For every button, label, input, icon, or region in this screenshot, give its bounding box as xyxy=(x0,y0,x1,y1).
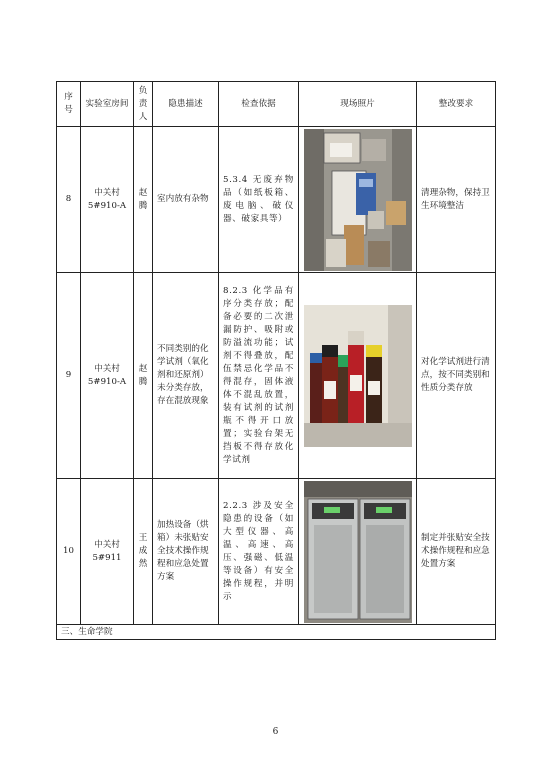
header-req: 整改要求 xyxy=(417,82,496,127)
row-person: 王成然 xyxy=(134,479,153,625)
hazard-table xyxy=(56,81,496,640)
table-row xyxy=(57,127,496,273)
header-lab: 实验室房间 xyxy=(81,82,134,127)
row-person: 赵腾 xyxy=(134,127,153,273)
row-desc: 室内放有杂物 xyxy=(153,127,219,273)
row-seq: 10 xyxy=(57,479,81,625)
table-row xyxy=(57,273,496,479)
row-desc: 不同类别的化学试剂（氧化剂和还原剂）未分类存放，存在混放现象 xyxy=(153,273,219,479)
row-person: 赵腾 xyxy=(134,273,153,479)
photo-reagent-bottles xyxy=(304,305,412,447)
row-desc: 加热设备（烘箱）未张贴安全技术操作规程和应急处置方案 xyxy=(153,479,219,625)
row-basis: 5.3.4 无废弃物品（如纸板箱、废电脑、破仪器、破家具等） xyxy=(219,127,299,273)
header-desc: 隐患描述 xyxy=(153,82,219,127)
photo-drying-oven xyxy=(304,481,412,623)
site-photo-clutter xyxy=(299,127,417,273)
row-lab: 中关村5#911 xyxy=(81,479,134,625)
section-row xyxy=(57,625,496,640)
header-seq: 序号 xyxy=(57,82,81,127)
row-lab: 中关村5#910-A xyxy=(81,127,134,273)
header-photo: 现场照片 xyxy=(299,82,417,127)
row-lab: 中关村5#910-A xyxy=(81,273,134,479)
row-basis: 8.2.3 化学品有序分类存放；配备必要的二次泄漏防护、吸附或防溢流功能；试剂不得叠放，配伍禁忌化学品不得混存，固体液体不混乱放置，装有试剂的试剂瓶不得开口放置；实验台架无挡板不得存放化学试剂 xyxy=(219,273,299,479)
row-req: 清理杂物，保持卫生环境整洁 xyxy=(417,127,496,273)
row-seq: 8 xyxy=(57,127,81,273)
table-row xyxy=(57,479,496,625)
header-person: 负责人 xyxy=(134,82,153,127)
photo-storage-room xyxy=(304,129,412,271)
table-header-row xyxy=(57,82,496,127)
section-label: 三、生命学院 xyxy=(57,625,496,640)
header-basis: 检查依据 xyxy=(219,82,299,127)
site-photo-oven xyxy=(299,479,417,625)
row-basis: 2.2.3 涉及安全隐患的设备（如大型仪器、高温、高速、高压、强磁、低温等设备）有安全操作规程，并明示 xyxy=(219,479,299,625)
site-photo-chemicals xyxy=(299,273,417,479)
row-seq: 9 xyxy=(57,273,81,479)
row-req: 对化学试剂进行清点，按不同类别和性质分类存放 xyxy=(417,273,496,479)
page-number: 6 xyxy=(272,727,279,737)
row-req: 制定并张贴安全技术操作规程和应急处置方案 xyxy=(417,479,496,625)
